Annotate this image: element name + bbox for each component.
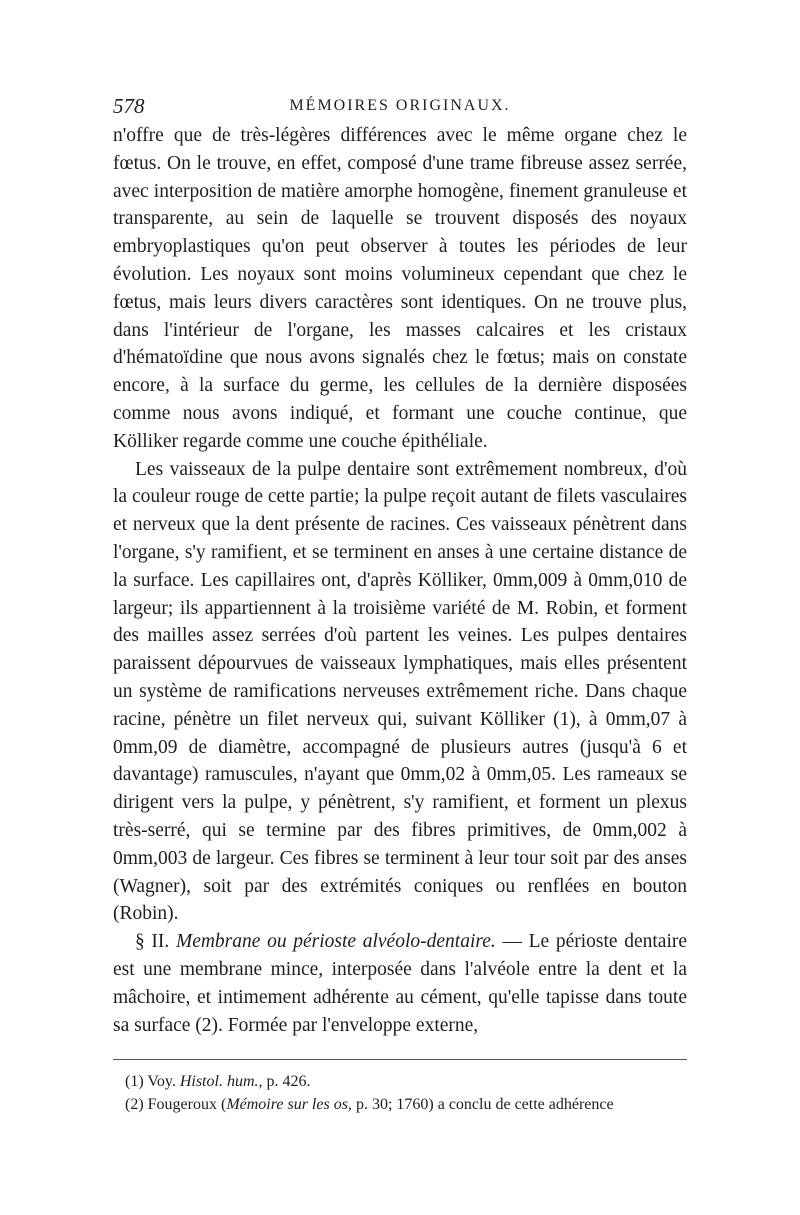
footnote-marker: (2) <box>125 1096 144 1114</box>
footnote-marker: (1) <box>125 1073 144 1091</box>
footnote-rest: p. 30; 1760) a conclu de cette adhérence <box>355 1096 614 1114</box>
paragraph-continued: n'offre que de très-légères différences avec le même organe chez le fœtus. On le trouve, en effet, composé d'une trame fibreuse assez serrée, avec interposition de matière amorphe homogène, finement granuleuse et transparente, au sein de laquelle se trouvent disposés des noyaux embryoplastiques qu'on peut observer à toutes les périodes de leur évolution. Les noyaux sont moins volumineux cependant que chez le fœtus, mais leurs divers caractères sont identiques. On ne trouve plus, dans l'intérieur de l'organe, les masses calcaires et les cristaux d'hématoïdine que nous avons signalés chez le fœtus; mais on constate encore, à la surface du germe, les cellules de la dernière disposées comme nous avons indiqué, et formant une couche continue, que Kölliker regarde comme une couche épithéliale. <box>113 125 687 452</box>
footnote-2 <box>113 1093 687 1116</box>
footnotes <box>113 1070 687 1116</box>
footnote-1 <box>113 1070 687 1093</box>
body-text <box>113 122 687 1039</box>
page-header <box>113 88 687 122</box>
footnote-open-paren: ( <box>220 1096 227 1114</box>
footnote-lead: Fougeroux <box>147 1096 217 1114</box>
page-number: 578 <box>113 94 145 118</box>
footnote-work-title: Mémoire sur les os, <box>226 1096 352 1114</box>
section-text: — Le périoste dentaire est une membrane mince, interposée dans l'alvéole entre la dent et la mâchoire, et intimement adhérente au cément, qu'elle tapisse dans toute sa surface (2). Formée par l'enveloppe externe, <box>113 931 688 1036</box>
running-title: MÉMOIRES ORIGINAUX. <box>289 97 511 114</box>
section-periosteum <box>113 928 687 1039</box>
footnote-rest: p. 426. <box>266 1073 311 1091</box>
footnote-work-title: Histol. hum., <box>179 1073 263 1091</box>
footnote-lead: Voy. <box>147 1073 176 1091</box>
book-page <box>113 88 687 1116</box>
footnote-rule <box>113 1059 687 1060</box>
section-mark: § II. <box>135 931 170 953</box>
section-heading: Membrane ou périoste alvéolo-dentaire. <box>175 931 496 953</box>
paragraph-vessels: Les vaisseaux de la pulpe dentaire sont extrêmement nombreux, d'où la couleur rouge de cette partie; la pulpe reçoit autant de filets vasculaires et nerveux que la dent présente de racines. Ces vaisseaux pénètrent dans l'organe, s'y ramifient, et se terminent en anses à une certaine distance de la surface. Les capillaires ont, d'après Kölliker, 0mm,009 à 0mm,010 de largeur; ils appartiennent à la troisième variété de M. Robin, et forment des mailles assez serrées d'où partent les veines. Les pulpes dentaires paraissent dépourvues de vaisseaux lymphatiques, mais elles présentent un système de ramifications nerveuses extrêmement riche. Dans chaque racine, pénètre un filet nerveux qui, suivant Kölliker (1), à 0mm,07 à 0mm,09 de diamètre, accompagné de plusieurs autres (jusqu'à 6 et davantage) ramuscules, n'ayant que 0mm,02 à 0mm,05. Les rameaux se dirigent vers la pulpe, y pénètrent, s'y ramifient, et forment un plexus très-serré, qui se termine par des fibres primitives, de 0mm,002 à 0mm,003 de largeur. Ces fibres se terminent à leur tour soit par des anses (Wagner), soit par des extrémités coniques ou renflées en bouton (Robin). <box>113 458 687 925</box>
